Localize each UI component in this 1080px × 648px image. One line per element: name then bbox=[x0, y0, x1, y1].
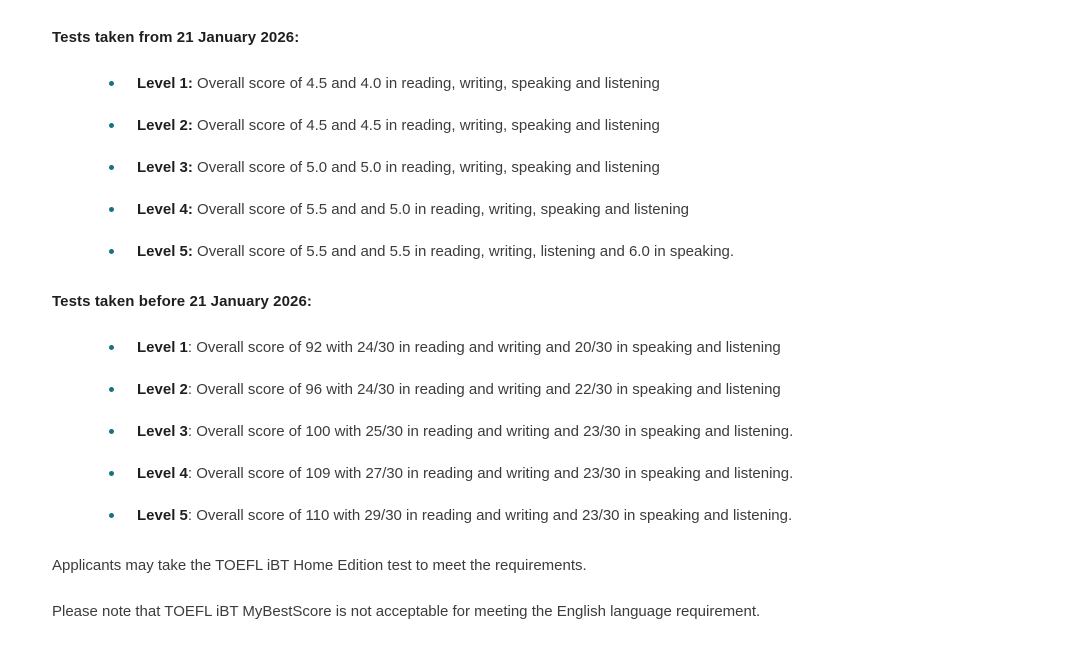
list-item-level-5 bbox=[52, 242, 1020, 262]
list-item-level-1 bbox=[52, 338, 1020, 358]
bullet-icon bbox=[109, 387, 114, 392]
list-item-level-3 bbox=[52, 422, 1020, 442]
level-text: : Overall score of 92 with 24/30 in reading and writing and 20/30 in speaking and listening bbox=[187, 339, 781, 356]
paragraph-home-edition: Applicants may take the TOEFL iBT Home Edition test to meet the requirements. bbox=[52, 557, 587, 574]
level-text: Overall score of 5.0 and 5.0 in reading, writing, speaking and listening bbox=[192, 159, 660, 176]
level-text: Overall score of 5.5 and and 5.0 in reading, writing, speaking and listening bbox=[192, 201, 690, 218]
level-label: Level 1: bbox=[137, 75, 193, 92]
level-label: Level 4: bbox=[137, 201, 193, 218]
list-item-level-2 bbox=[52, 116, 1020, 136]
bullet-icon bbox=[109, 513, 114, 518]
bullet-icon bbox=[109, 123, 114, 128]
level-text: : Overall score of 100 with 25/30 in reading and writing and 23/30 in speaking and listening. bbox=[187, 423, 794, 440]
level-label: Level 1 bbox=[137, 339, 188, 356]
level-label: Level 2: bbox=[137, 117, 193, 134]
section-heading-tests-before: Tests taken before 21 January 2026: bbox=[52, 293, 313, 310]
level-text: Overall score of 4.5 and 4.0 in reading, writing, speaking and listening bbox=[192, 75, 660, 92]
bullet-icon bbox=[109, 249, 114, 254]
level-label: Level 3: bbox=[137, 159, 193, 176]
section-heading-tests-from: Tests taken from 21 January 2026: bbox=[52, 29, 300, 46]
section-tests-before bbox=[52, 292, 1020, 526]
level-label: Level 5: bbox=[137, 243, 193, 260]
list-item-level-1 bbox=[52, 74, 1020, 94]
list-item-level-2 bbox=[52, 380, 1020, 400]
level-label: Level 4 bbox=[137, 465, 188, 482]
bullet-icon bbox=[109, 165, 114, 170]
bullet-icon bbox=[109, 471, 114, 476]
level-label: Level 2 bbox=[137, 381, 188, 398]
level-text: : Overall score of 109 with 27/30 in reading and writing and 23/30 in speaking and listening. bbox=[187, 465, 794, 482]
list-item-level-3 bbox=[52, 158, 1020, 178]
bullet-icon bbox=[109, 429, 114, 434]
list-item-level-4 bbox=[52, 464, 1020, 484]
level-label: Level 5 bbox=[137, 507, 188, 524]
requirements-list-tests-before bbox=[52, 338, 1020, 526]
list-item-level-5 bbox=[52, 506, 1020, 526]
section-tests-from bbox=[52, 28, 1020, 262]
paragraph-mybestscore: Please note that TOEFL iBT MyBestScore is not acceptable for meeting the English language requirement. bbox=[52, 603, 761, 620]
bullet-icon bbox=[109, 81, 114, 86]
requirements-list-tests-from bbox=[52, 74, 1020, 262]
level-text: : Overall score of 110 with 29/30 in reading and writing and 23/30 in speaking and listening. bbox=[187, 507, 793, 524]
bullet-icon bbox=[109, 345, 114, 350]
level-text: Overall score of 4.5 and 4.5 in reading, writing, speaking and listening bbox=[192, 117, 660, 134]
level-text: Overall score of 5.5 and and 5.5 in reading, writing, listening and 6.0 in speaking. bbox=[192, 243, 735, 260]
bullet-icon bbox=[109, 207, 114, 212]
list-item-level-4 bbox=[52, 200, 1020, 220]
level-text: : Overall score of 96 with 24/30 in reading and writing and 22/30 in speaking and listening bbox=[187, 381, 781, 398]
level-label: Level 3 bbox=[137, 423, 188, 440]
